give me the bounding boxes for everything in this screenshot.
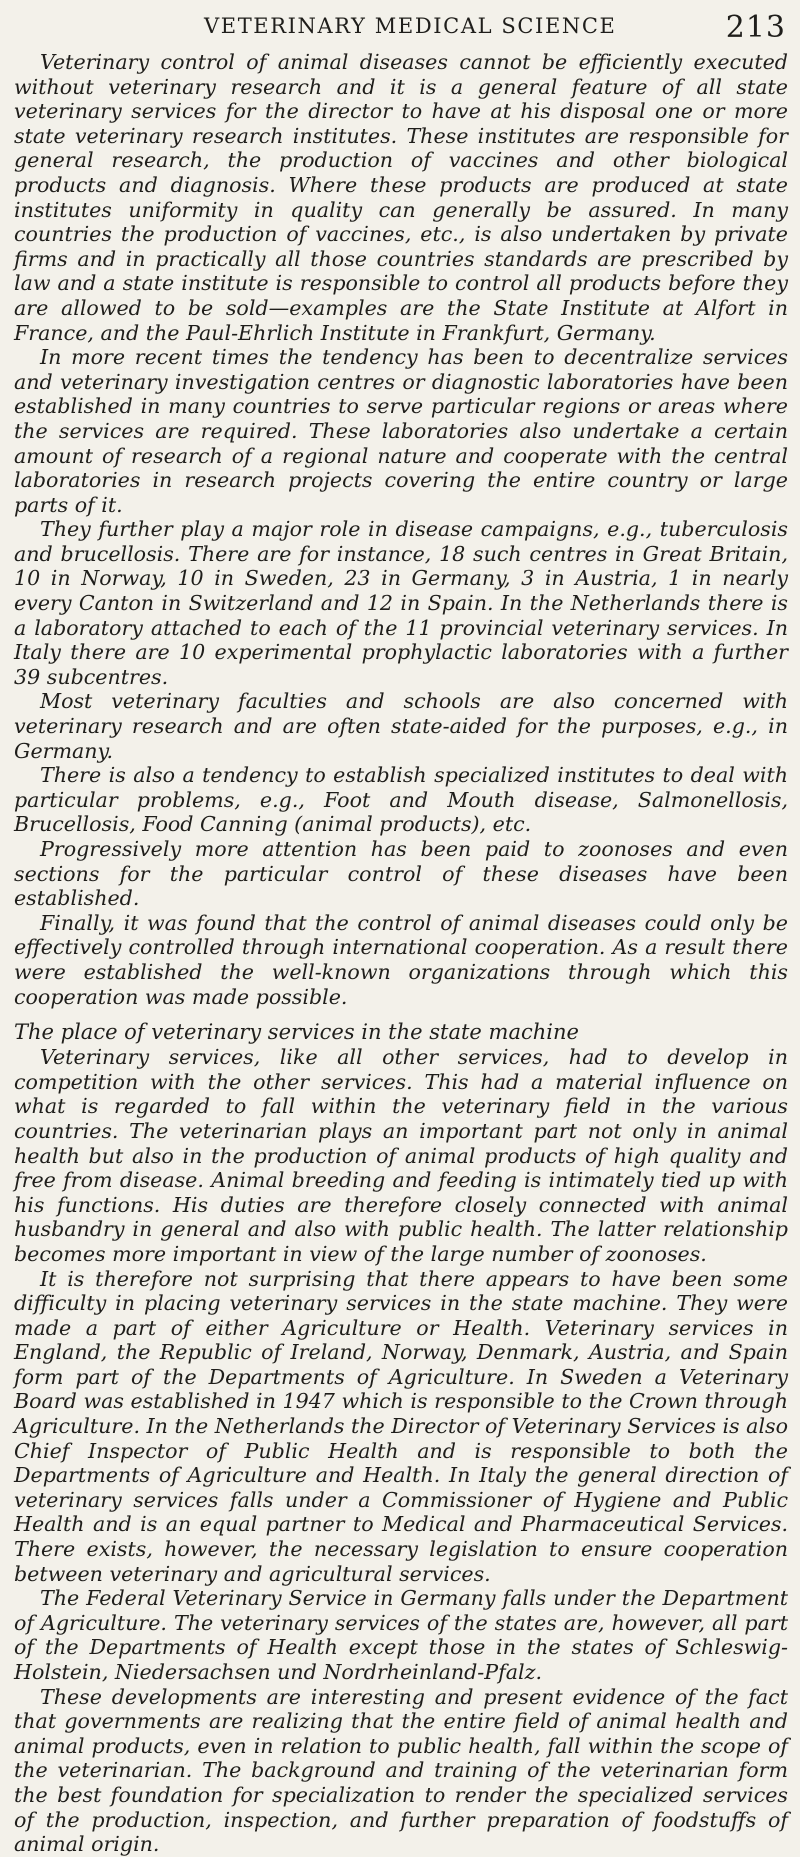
paragraph: In more recent times the tendency has been to decentralize services and veterinary investigation centres or diagnostic laboratories have been established in many countries to serve particular regions or areas where the services are required. These laboratories also undertake a certain amount of research of a regional nature and cooperate with the central laboratories in research projects covering the entire country or large parts of it.: [14, 345, 788, 517]
paragraph: Veterinary services, like all other services, had to develop in competition with the other services. This had a material influence on what is regarded to fall within the veterinary field in the various countries. The veterinarian plays an important part not only in animal health but also in the production of animal products of high quality and free from disease. Animal breeding and feeding is intimately tied up with his functions. His duties are therefore closely connected with animal husbandry in general and also with public health. The latter relationship becomes more important in view of the large number of zoonoses.: [14, 1045, 788, 1266]
paragraph: These developments are interesting and present evidence of the fact that governments are realizing that the entire field of animal health and animal products, even in relation to public health, fall within the scope of the veterinarian. The background and training of the veterinarian form the best foundation for specialization to render the specialized services of the production, inspection, and further preparation of foodstuffs of animal origin.: [14, 1684, 788, 1857]
paragraph: Progressively more attention has been paid to zoonoses and even sections for the particular control of these diseases have been established.: [14, 837, 788, 911]
page-header: [0, 6, 800, 46]
paragraph: There is also a tendency to establish specialized institutes to deal with particular problems, e.g., Foot and Mouth disease, Salmonellosis, Brucellosis, Food Canning (animal products), etc.: [14, 763, 788, 837]
paragraph: Most veterinary faculties and schools are also concerned with veterinary research and are often state-aided for the purposes, e.g., in Germany.: [14, 689, 788, 763]
page-number: 213: [725, 10, 786, 45]
paragraph: They further play a major role in disease campaigns, e.g., tuberculosis and brucellosis. There are for instance, 18 such centres in Great Britain, 10 in Norway, 10 in Sweden, 23 in Germany, 3 in Austria, 1 in nearly every Canton in Switzerland and 12 in Spain. In the Netherlands there is a laboratory attached to each of the 11 provincial veterinary services. In Italy there are 10 experimental prophylactic laboratories with a further 39 subcentres.: [14, 517, 788, 689]
page-body: [14, 50, 788, 1857]
running-head: VETERINARY MEDICAL SCIENCE: [204, 14, 617, 38]
paragraph: The Federal Veterinary Service in Germany falls under the Department of Agriculture. The veterinary services of the states are, however, all part of the Departments of Health except those in the states of Schleswig-Holstein, Niedersachsen und Nordrheinland-Pfalz.: [14, 1586, 788, 1684]
paragraph: It is therefore not surprising that there appears to have been some difficulty in placing veterinary services in the state machine. They were made a part of either Agriculture or Health. Veterinary services in England, the Republic of Ireland, Norway, Denmark, Austria, and Spain form part of the Departments of Agriculture. In Sweden a Veterinary Board was established in 1947 which is responsible to the Crown through Agriculture. In the Netherlands the Director of Veterinary Services is also Chief Inspector of Public Health and is responsible to both the Departments of Agriculture and Health. In Italy the general direction of veterinary services falls under a Commissioner of Hygiene and Public Health and is an equal partner to Medical and Pharmaceutical Services. There exists, however, the necessary legislation to ensure cooperation between veterinary and agricultural services.: [14, 1266, 788, 1586]
paragraph: Veterinary control of animal diseases cannot be efficiently executed without veterinary research and it is a general feature of all state veterinary services for the director to have at his disposal one or more state veterinary research institutes. These institutes are responsible for general research, the production of vaccines and other biological products and diagnosis. Where these products are produced at state institutes uniformity in quality can generally be assured. In many countries the production of vaccines, etc., is also undertaken by private firms and in practically all those countries standards are prescribed by law and a state institute is responsible to control all products before they are allowed to be sold—examples are the State Institute at Alfort in France, and the Paul-Ehrlich Institute in Frankfurt, Germany.: [14, 50, 788, 345]
section-heading: The place of veterinary services in the state machine: [14, 1020, 579, 1045]
paragraph: Finally, it was found that the control of animal diseases could only be effectively controlled through international cooperation. As a result there were established the well-known organizations through which this cooperation was made possible.: [14, 910, 788, 1009]
